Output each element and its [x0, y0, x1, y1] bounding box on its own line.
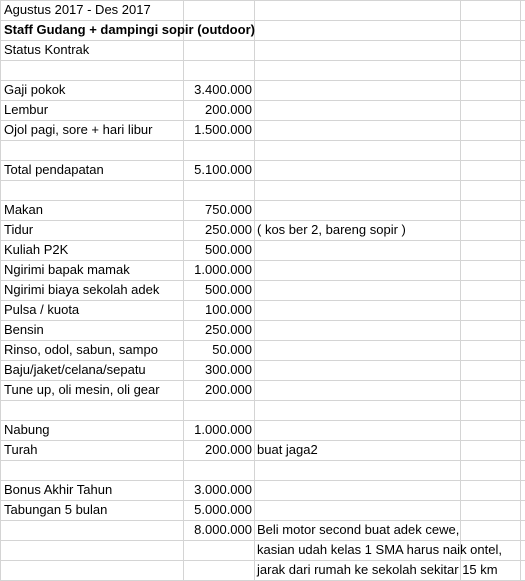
cell-value-overtime[interactable]: 200.000: [205, 102, 252, 117]
cell-value-year-end-bonus[interactable]: 3.000.000: [194, 482, 252, 497]
cell-value-housing[interactable]: 250.000: [205, 222, 252, 237]
cell-label-savings[interactable]: Nabung: [4, 422, 50, 437]
cell-note-motorbike[interactable]: Beli motor second buat adek cewe,: [257, 522, 460, 537]
cell-label-leftover[interactable]: Turah: [4, 442, 38, 457]
column-divider-c-d: [460, 0, 461, 581]
cell-value-savings[interactable]: 1.000.000: [194, 422, 252, 437]
cell-label-overtime[interactable]: Lembur: [4, 102, 49, 117]
cell-label-ojol[interactable]: Ojol pagi, sore + hari libur: [4, 122, 153, 137]
cell-note-housing[interactable]: ( kos ber 2, bareng sopir ): [257, 222, 406, 237]
cell-note-motorbike-line3[interactable]: jarak dari rumah ke sekolah sekitar 15 km: [257, 562, 498, 577]
cell-value-food[interactable]: 750.000: [205, 202, 252, 217]
cell-label-fuel[interactable]: Bensin: [4, 322, 44, 337]
cell-label-clothing[interactable]: Baju/jaket/celana/sepatu: [4, 362, 146, 377]
cell-note-leftover[interactable]: buat jaga2: [257, 442, 318, 457]
cell-value-toiletries[interactable]: 50.000: [212, 342, 252, 357]
cell-value-leftover[interactable]: 200.000: [205, 442, 252, 457]
column-divider-b-c: [254, 0, 255, 581]
cell-value-send-parents[interactable]: 1.000.000: [194, 262, 252, 277]
cell-value-phone-data[interactable]: 100.000: [205, 302, 252, 317]
cell-value-vehicle-service[interactable]: 200.000: [205, 382, 252, 397]
cell-label-vehicle-service[interactable]: Tune up, oli mesin, oli gear: [4, 382, 160, 397]
cell-period[interactable]: Agustus 2017 - Des 2017: [4, 2, 151, 17]
cell-value-grand-total[interactable]: 8.000.000: [194, 522, 252, 537]
cell-value-fuel[interactable]: 250.000: [205, 322, 252, 337]
column-divider-d-e: [520, 0, 521, 581]
cell-value-total-income[interactable]: 5.100.000: [194, 162, 252, 177]
cell-label-phone-data[interactable]: Pulsa / kuota: [4, 302, 80, 317]
cell-label-housing[interactable]: Tidur: [4, 222, 34, 237]
cell-value-base-salary[interactable]: 3.400.000: [194, 82, 252, 97]
cell-label-base-salary[interactable]: Gaji pokok: [4, 82, 66, 97]
cell-value-5-month-savings[interactable]: 5.000.000: [194, 502, 252, 517]
cell-label-send-parents[interactable]: Ngirimi bapak mamak: [4, 262, 130, 277]
cell-value-sibling-school[interactable]: 500.000: [205, 282, 252, 297]
cell-value-ojol[interactable]: 1.500.000: [194, 122, 252, 137]
cell-job-title[interactable]: Staff Gudang + dampingi sopir (outdoor): [4, 22, 255, 37]
cell-note-motorbike-line2[interactable]: kasian udah kelas 1 SMA harus naik ontel,: [257, 542, 502, 557]
cell-label-year-end-bonus[interactable]: Bonus Akhir Tahun: [4, 482, 113, 497]
cell-label-tuition[interactable]: Kuliah P2K: [4, 242, 69, 257]
cell-label-total-income[interactable]: Total pendapatan: [4, 162, 104, 177]
cell-value-clothing[interactable]: 300.000: [205, 362, 252, 377]
cell-contract-status[interactable]: Status Kontrak: [4, 42, 90, 57]
cell-value-tuition[interactable]: 500.000: [205, 242, 252, 257]
cell-label-toiletries[interactable]: Rinso, odol, sabun, sampo: [4, 342, 158, 357]
cell-label-5-month-savings[interactable]: Tabungan 5 bulan: [4, 502, 108, 517]
cell-label-food[interactable]: Makan: [4, 202, 44, 217]
cell-label-sibling-school[interactable]: Ngirimi biaya sekolah adek: [4, 282, 160, 297]
